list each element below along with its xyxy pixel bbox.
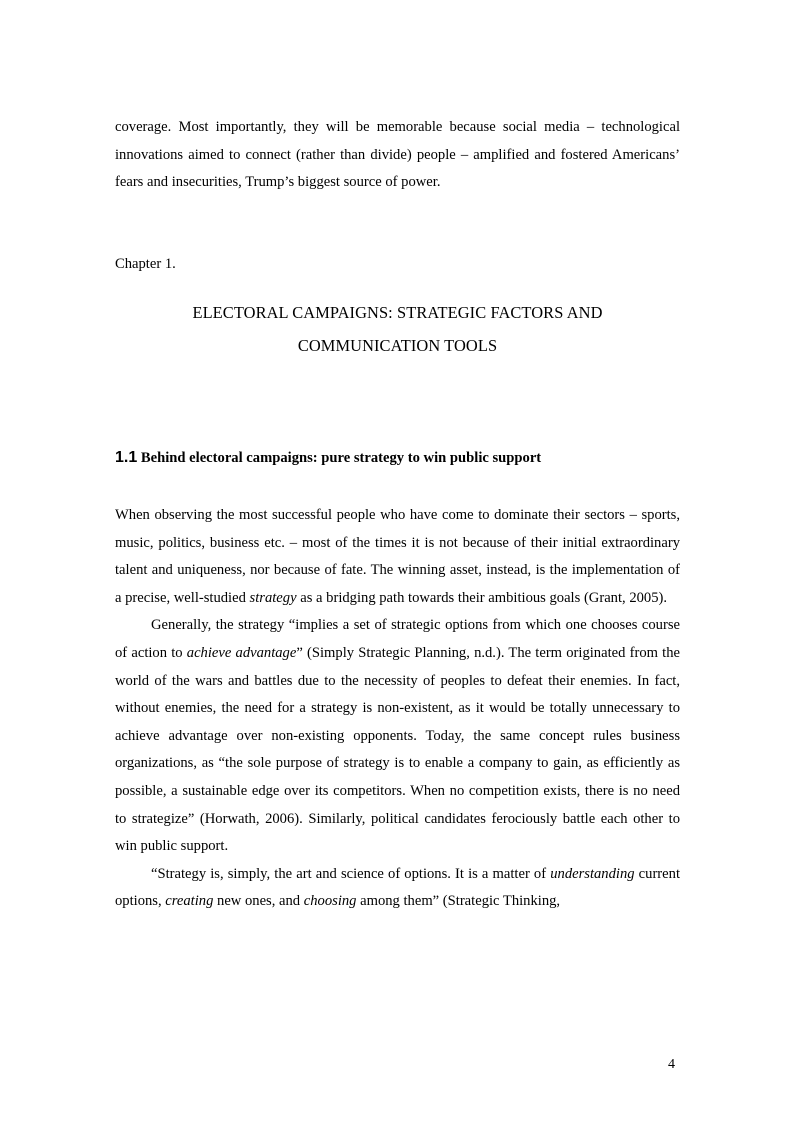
chapter-title-line-2: COMMUNICATION TOOLS <box>297 336 498 355</box>
section-heading <box>115 446 541 470</box>
paragraph-3-emphasis-2: creating <box>165 893 214 910</box>
section-title: Behind electoral campaigns: pure strategy to win public support <box>140 450 542 466</box>
paragraph-3-emphasis-3: choosing <box>303 893 357 910</box>
paragraph-3-text-d: among them” (Strategic Thinking, <box>356 893 561 910</box>
intro-paragraph: coverage. Most importantly, they will be memorable because social media – technological innovations aimed to connect (rather than divide) people – amplified and fostered Americans’ fears and insecurities, Trump’s biggest source of power. <box>115 119 680 191</box>
paragraph-1-emphasis: strategy <box>249 589 297 606</box>
paragraph-3 <box>115 861 680 916</box>
paragraph-3-emphasis-1: understanding <box>550 865 635 882</box>
chapter-title <box>115 296 680 362</box>
page-number: 4 <box>668 1057 675 1072</box>
paragraph-1-text-a: When observing the most successful people who have come to dominate their sectors – sports, music, politics, business etc. – most of the times it is not because of their initial extraordinary talent and uniqueness, nor because of fate. The winning asset, instead, is the implementation of a precise, well-studied <box>115 507 680 606</box>
paragraph-2-text-a: Generally, the strategy “implies a set of strategic options from which one chooses course of action to <box>115 617 680 661</box>
paragraph-3-text-a: “Strategy is, simply, the art and science of options. It is a matter of <box>151 865 551 882</box>
paragraph-2 <box>115 612 680 860</box>
paragraph-3-text-c: new ones, and <box>213 893 304 910</box>
chapter-label: Chapter 1. <box>115 256 176 272</box>
section-number: 1.1 <box>115 449 138 466</box>
paragraph-2-text-b: ” (Simply Strategic Planning, n.d.). The term originated from the world of the wars and battles due to the necessity of peoples to defeat their enemies. In fact, without enemies, the need for a strategy is non-existent, as it would be totally unnecessary to achieve advantage over non-existing opponents. Today, the same concept rules business organizations, as “the sole purpose of strategy is to enable a company to gain, as efficiently as possible, a sustainable edge over its competitors. When no competition exists, there is no need to strategize” (Horwath, 2006). Similarly, political candidates ferociously battle each other to win public support. <box>115 644 681 855</box>
paragraph-1 <box>115 502 680 612</box>
section-body <box>115 502 680 916</box>
paragraph-2-emphasis: achieve advantage <box>186 644 297 661</box>
paragraph-1-text-b: as a bridging path towards their ambitious goals (Grant, 2005). <box>296 589 668 606</box>
paragraph-3-text-b: current options, <box>115 865 680 910</box>
chapter-title-line-1: ELECTORAL CAMPAIGNS: STRATEGIC FACTORS AND <box>192 303 603 322</box>
intro-paragraph-block <box>115 114 680 197</box>
